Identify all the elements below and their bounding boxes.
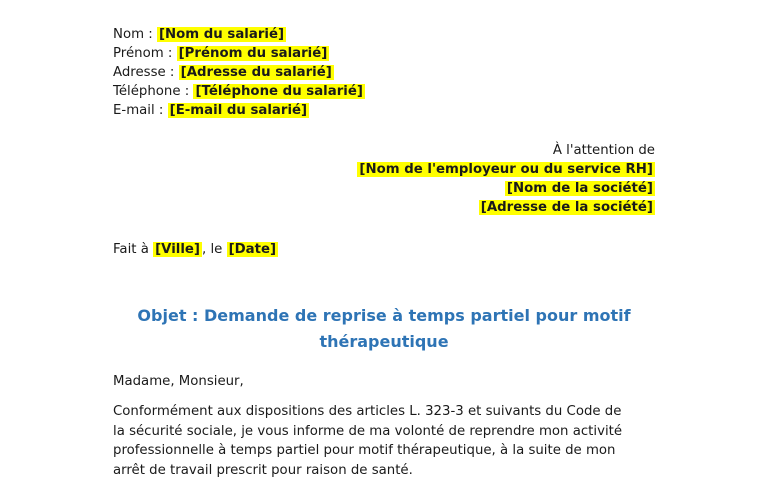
sender-firstname-placeholder: [Prénom du salarié] — [178, 46, 328, 61]
recipient-address-placeholder: [Adresse de la société] — [480, 200, 653, 215]
sender-firstname-label: Prénom : — [113, 46, 177, 61]
sender-name-placeholder: [Nom du salarié] — [158, 27, 285, 42]
sender-email-placeholder: [E-mail du salarié] — [169, 103, 308, 118]
sender-name-line — [113, 25, 286, 44]
sender-address-line — [113, 63, 334, 82]
sender-phone-line — [113, 82, 365, 101]
date-placeholder: [Date] — [228, 242, 277, 257]
sender-firstname-line — [113, 44, 329, 63]
recipient-company-line — [505, 179, 655, 198]
recipient-employer-line — [357, 160, 655, 179]
paragraph-line: professionnelle à temps partiel pour motif thérapeutique, à la suite de mon — [113, 443, 616, 458]
body-paragraph — [113, 402, 658, 480]
recipient-employer-placeholder: [Nom de l'employeur ou du service RH] — [359, 162, 653, 177]
sender-phone-placeholder: [Téléphone du salarié] — [195, 84, 363, 99]
paragraph-line: arrêt de travail prescrit pour raison de santé. — [113, 462, 413, 478]
city-placeholder: [Ville] — [155, 242, 200, 257]
recipient-attention: À l'attention de — [552, 143, 655, 158]
date-connector: , le — [202, 242, 227, 257]
paragraph-line: la sécurité sociale, je vous informe de ma volonté de reprendre mon activité — [113, 423, 623, 439]
sender-email-label: E-mail : — [113, 103, 168, 118]
recipient-company-placeholder: [Nom de la société] — [506, 181, 653, 196]
sender-name-label: Nom : — [113, 27, 157, 42]
sender-phone-label: Téléphone : — [113, 84, 194, 99]
subject-line-2: thérapeutique — [319, 332, 449, 351]
sender-email-line — [113, 101, 309, 120]
sender-address-label: Adresse : — [113, 65, 179, 80]
subject-heading — [100, 303, 668, 355]
paragraph-line: Conformément aux dispositions des articles L. 323-3 et suivants du Code de — [113, 404, 622, 419]
place-prefix: Fait à — [113, 242, 154, 257]
recipient-address-line — [479, 198, 655, 217]
salutation: Madame, Monsieur, — [113, 374, 244, 389]
sender-address-placeholder: [Adresse du salarié] — [180, 65, 332, 80]
subject-line-1: Objet : Demande de reprise à temps partiel pour motif — [137, 306, 631, 325]
place-date-line — [113, 240, 278, 259]
